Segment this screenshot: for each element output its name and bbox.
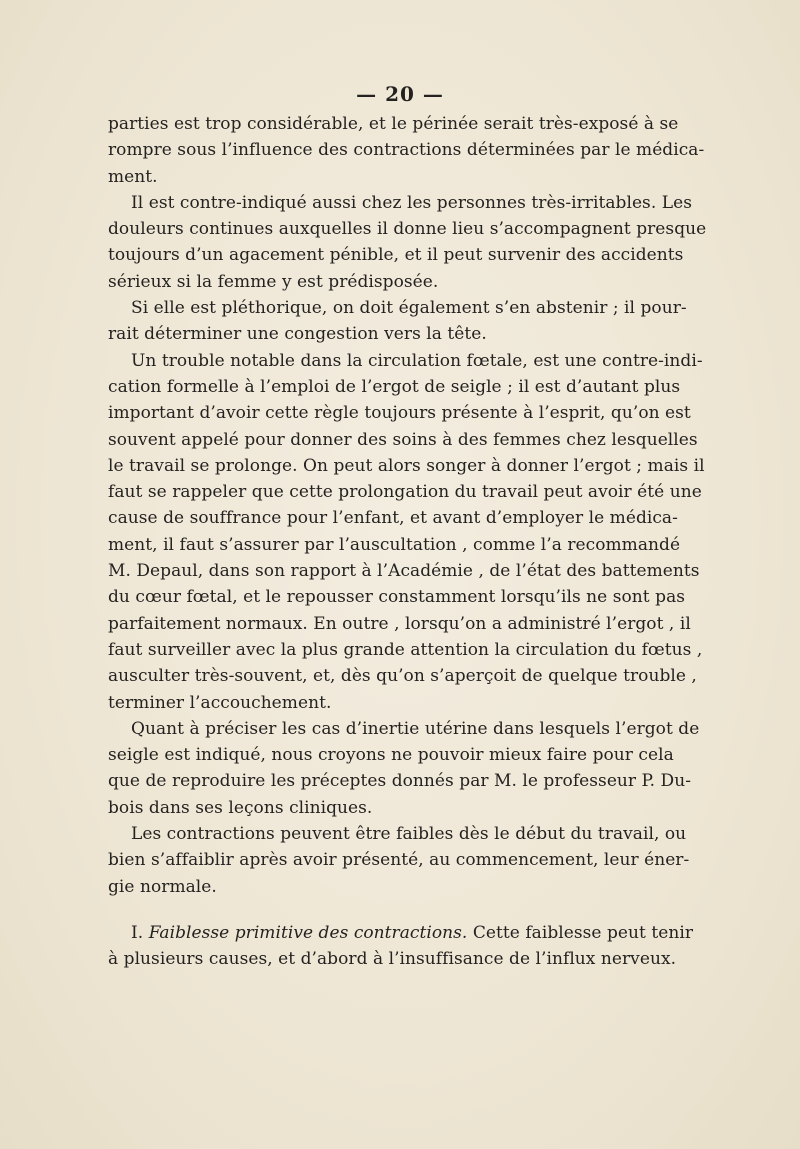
text-line: Si elle est pléthorique, on doit également s’en abstenir ; il pour- (131, 298, 687, 319)
text-line: ment, il faut s’assurer par l’auscultation , comme l’a recommandé (108, 534, 681, 555)
paragraph-6 (108, 821, 798, 900)
text-line: Quant à préciser les cas d’inertie utérine dans lesquels l’ergot de (131, 718, 700, 739)
paragraph-4 (108, 348, 798, 716)
text-line: important d’avoir cette règle toujours présente à l’esprit, qu’on est (108, 403, 691, 424)
text-line: que de reproduire les préceptes donnés par M. le professeur P. Du- (108, 771, 691, 792)
paragraph-1 (108, 111, 798, 190)
text-line: M. Depaul, dans son rapport à l’Académie , de l’état des battements (108, 561, 700, 582)
text-line: bois dans ses leçons cliniques. (108, 797, 373, 818)
text-line (108, 920, 798, 946)
body-text (108, 111, 798, 973)
paragraph-3 (108, 295, 798, 348)
text-line: parties est trop considérable, et le périnée serait très-exposé à se (108, 114, 679, 134)
paragraph-2 (108, 190, 798, 295)
text-line: ausculter très-souvent, et, dès qu’on s’aperçoit de quelque trouble , (108, 666, 697, 687)
text-line: douleurs continues auxquelles il donne lieu s’accompagnent presque (108, 219, 707, 240)
text-line: gie normale. (108, 876, 217, 897)
section-heading-paragraph (108, 920, 798, 973)
text-line: cause de souffrance pour l’enfant, et avant d’employer le médica- (108, 508, 678, 529)
text-line: le travail se prolonge. On peut alors songer à donner l’ergot ; mais il (108, 455, 705, 476)
text-line: terminer l’accouchement. (108, 692, 332, 713)
page-number: — 20 — (356, 82, 444, 106)
text-line: Il est contre-indiqué aussi chez les personnes très-irritables. Les (131, 192, 692, 213)
text-line: faut surveiller avec la plus grande attention la circulation du fœtus , (108, 639, 703, 660)
section-spacer (108, 900, 798, 920)
section-title: Faiblesse primitive des contractions. (148, 922, 468, 943)
text-line: du cœur fœtal, et le repousser constamment lorsqu’ils ne sont pas (108, 587, 686, 608)
text-line: à plusieurs causes, et d’abord à l’insuffisance de l’influx nerveux. (108, 949, 677, 970)
text-line: rompre sous l’influence des contractions déterminées par le médica- (108, 140, 705, 161)
text-line: parfaitement normaux. En outre , lorsqu’on a administré l’ergot , il (108, 613, 691, 634)
text-line: rait déterminer une congestion vers la tête. (108, 324, 487, 345)
paragraph-5 (108, 716, 798, 821)
text-line: sérieux si la femme y est prédisposée. (108, 271, 439, 292)
text-line: cation formelle à l’emploi de l’ergot de seigle ; il est d’autant plus (108, 376, 681, 397)
section-numeral: I. (131, 922, 144, 943)
text-line: bien s’affaiblir après avoir présenté, au commencement, leur éner- (108, 850, 690, 871)
text-line: Un trouble notable dans la circulation fœtale, est une contre-indi- (131, 350, 703, 371)
section-text: Cette faiblesse peut tenir (467, 922, 694, 943)
text-line: souvent appelé pour donner des soins à des femmes chez lesquelles (108, 429, 698, 450)
text-line: faut se rappeler que cette prolongation du travail peut avoir été une (108, 482, 702, 503)
text-line: Les contractions peuvent être faibles dès le début du travail, ou (131, 824, 687, 845)
text-line: seigle est indiqué, nous croyons ne pouvoir mieux faire pour cela (108, 745, 674, 766)
text-line: ment. (108, 166, 158, 187)
text-line: toujours d’un agacement pénible, et il peut survenir des accidents (108, 245, 684, 266)
